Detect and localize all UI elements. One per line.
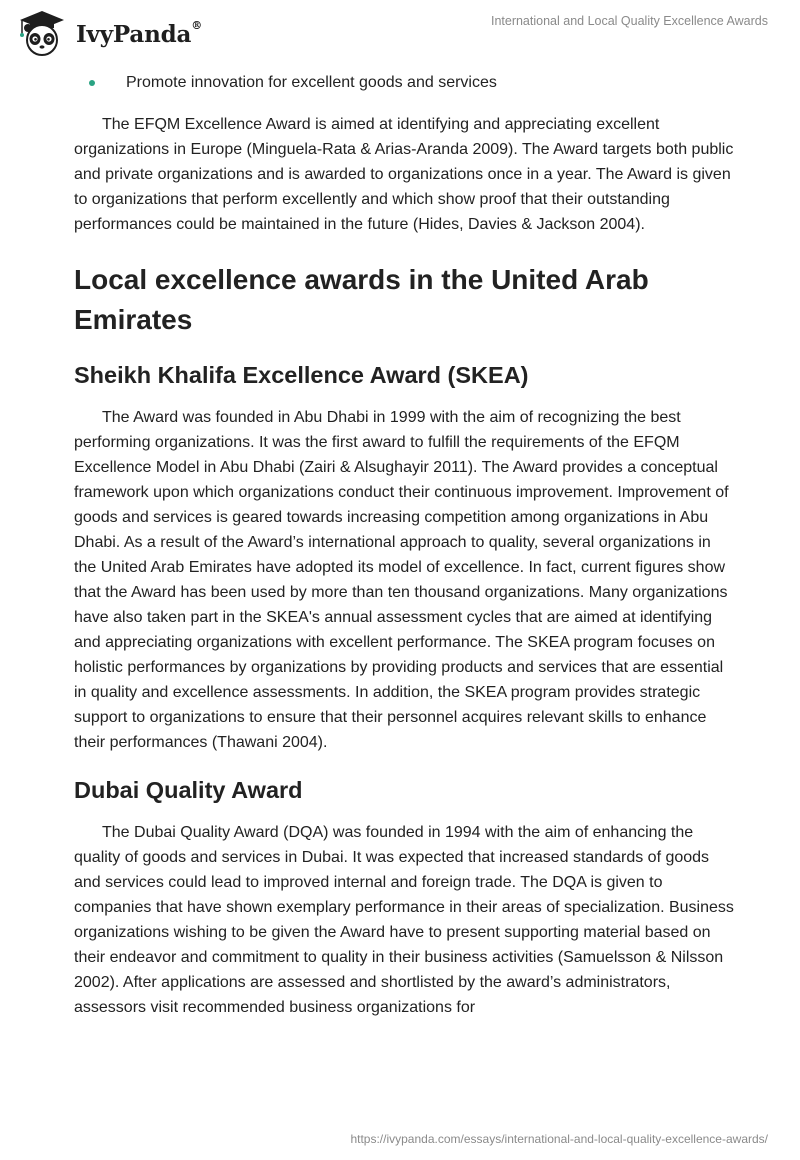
section-heading-local-awards: Local excellence awards in the United Arab Emirates [74, 264, 649, 335]
essay-content [74, 70, 734, 1020]
document-title: International and Local Quality Excellence Awards [490, 14, 768, 28]
panda-logo-icon [14, 8, 66, 58]
subheading-dqa: Dubai Quality Award [74, 777, 303, 803]
list-item [74, 70, 734, 95]
list-item-text: Promote innovation for excellent goods and services [126, 74, 497, 91]
bullet-icon [89, 80, 95, 86]
subheading-skea: Sheikh Khalifa Excellence Award (SKEA) [74, 362, 529, 388]
paragraph-dqa: The Dubai Quality Award (DQA) was founded in 1994 with the aim of enhancing the quality of goods and services in Dubai. It was expected that increased standards of goods and services could lead to improved internal and foreign trade. The DQA is given to companies that have shown exemplary performance in their areas of specialization. Business organizations wishing to be given the Award have to present supporting material based on their endeavor and commitment to quality in their business activities (Samuelsson & Nilsson 2002). After applications are assessed and shortlisted by the award’s administrators, assessors visit recommended business organizations for [74, 824, 734, 1016]
brand-name: IvyPanda® [76, 18, 202, 48]
brand-logo[interactable] [14, 8, 202, 58]
page-header [0, 0, 800, 60]
paragraph-efqm: The EFQM Excellence Award is aimed at identifying and appreciating excellent organizations in Europe (Minguela-Rata & Arias-Aranda 2009). The Award targets both public and private organizations and is awarded to organizations once in a year. The Award is given to organizations that perform excellently and which show proof that their outstanding performances could be maintained in the future (Hides, Davies & Jackson 2004). [74, 116, 734, 233]
source-url-link[interactable]: https://ivypanda.com/essays/international-and-local-quality-excellence-awards/ [350, 1132, 768, 1146]
bullet-list [74, 70, 734, 95]
paragraph-skea: The Award was founded in Abu Dhabi in 1999 with the aim of recognizing the best performing organizations. It was the first award to fulfill the requirements of the EFQM Excellence Model in Abu Dhabi (Zairi & Alsughayir 2011). The Award provides a conceptual framework upon which organizations conduct their continuous improvement. Improvement of goods and services is geared towards increasing competition among organizations in Abu Dhabi. As a result of the Award’s international approach to quality, several organizations in the United Arab Emirates have adopted its model of excellence. In fact, current figures show that the Award has been used by more than ten thousand organizations. Many organizations have also taken part in the SKEA's annual assessment cycles that are aimed at identifying and appreciating organizations with excellent performance. The SKEA program focuses on holistic performances by organizations by providing products and services that are essential in quality and excellence assessments. In addition, the SKEA program provides strategic support to organizations to ensure that their personnel acquires relevant skills to enhance their performances (Thawani 2004). [74, 409, 729, 751]
